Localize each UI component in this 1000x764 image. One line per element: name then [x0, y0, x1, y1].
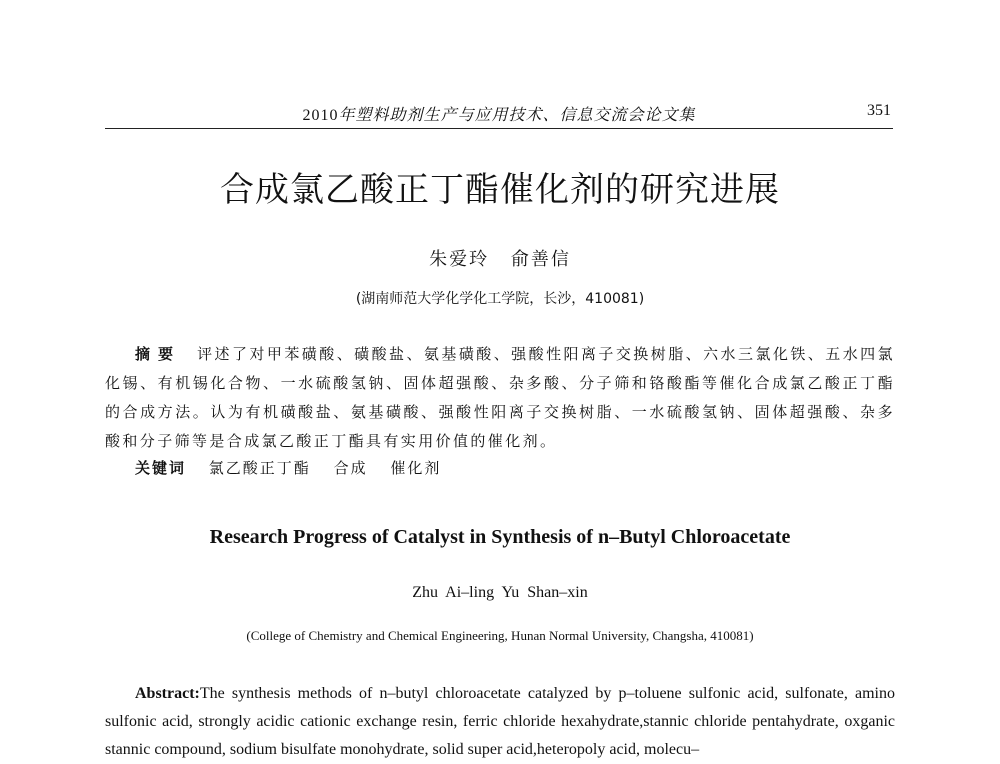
english-title: Research Progress of Catalyst in Synthesis of n–Butyl Chloroacetate: [209, 526, 791, 548]
chinese-abstract: [105, 340, 895, 456]
chinese-title: 合成氯乙酸正丁酯催化剂的研究进展: [220, 170, 780, 210]
running-header-year: 2010: [302, 107, 339, 124]
english-authors: Zhu Ai–ling Yu Shan–xin: [412, 584, 588, 601]
page-number: 351: [867, 102, 891, 119]
running-header: [105, 98, 893, 129]
chinese-keyword: 合成: [333, 459, 368, 477]
english-affiliation: (College of Chemistry and Chemical Engineering, Hunan Normal University, Changsha, 410081): [246, 628, 754, 643]
running-header-journal: 年塑料助剂生产与应用技术、信息交流会论文集: [338, 105, 696, 124]
chinese-keywords-label: 关键词: [135, 459, 187, 477]
running-header-title: [105, 102, 893, 125]
english-abstract-label: Abstract:: [135, 685, 200, 702]
chinese-affiliation: (湖南师范大学化学化工学院，长沙，410081): [355, 291, 645, 307]
english-abstract: [105, 680, 895, 764]
english-abstract-text: The synthesis methods of n–butyl chloroacetate catalyzed by p–toluene sulfonic acid, sulfonate, amino sulfonic acid, strongly acidic cationic exchange resin, ferric chloride hexahydrate,stannic chloride pentahydrate, oxganic stannic compound, sodium bisulfate monohydrate, solid super acid,heteropoly acid, molecu–: [105, 685, 895, 758]
chinese-abstract-label: 摘要: [135, 345, 182, 363]
chinese-keywords: [135, 457, 457, 478]
chinese-abstract-text: 评述了对甲苯磺酸、磺酸盐、氨基磺酸、强酸性阳离子交换树脂、六水三氯化铁、五水四氯化锡、有机锡化合物、一水硫酸氢钠、固体超强酸、杂多酸、分子筛和铬酸酯等催化合成氯乙酸正丁酯的合成方法。认为有机磺酸盐、氨基磺酸、强酸性阳离子交换树脂、一水硫酸氢钠、固体超强酸、杂多酸和分子筛等是合成氯乙酸正丁酯具有实用价值的催化剂。: [105, 345, 895, 450]
chinese-authors: 朱爱玲 俞善信: [429, 249, 571, 270]
chinese-keyword: 催化剂: [390, 459, 442, 477]
chinese-keyword: 氯乙酸正丁酯: [208, 459, 311, 477]
